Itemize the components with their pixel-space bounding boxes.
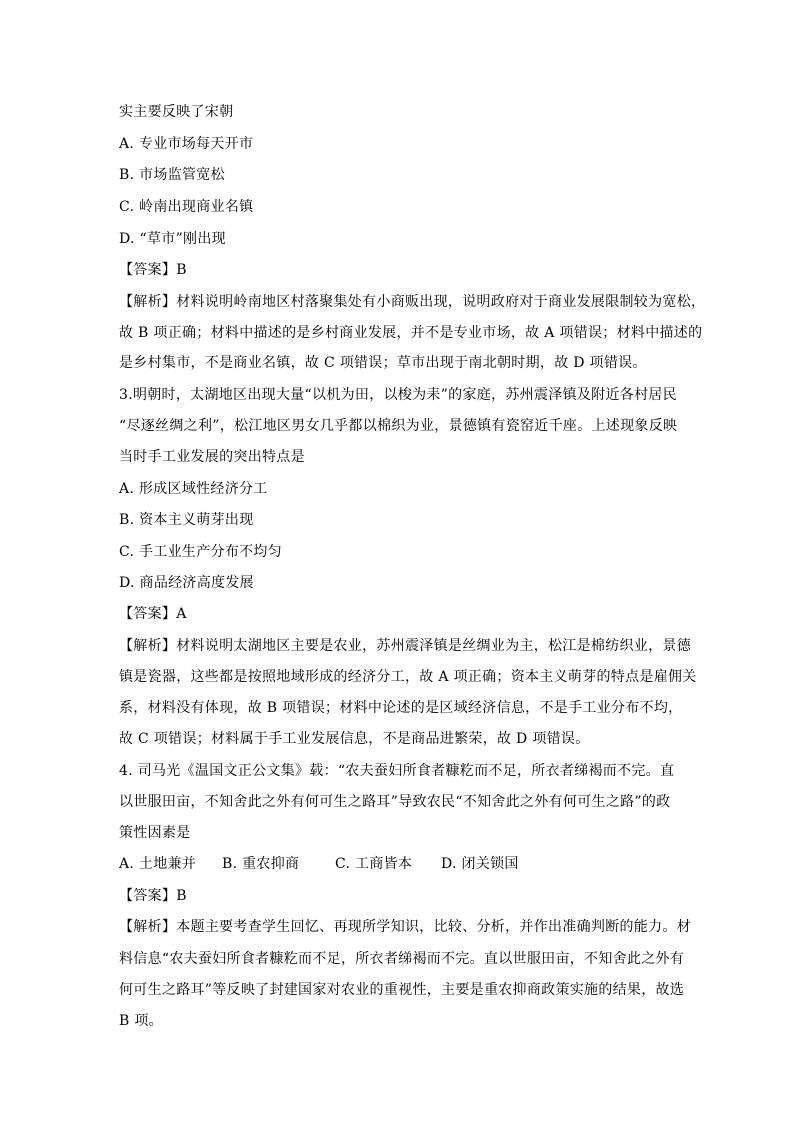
option-d: D. 商品经济高度发展 bbox=[119, 575, 254, 591]
option-d: D. “草市”刚出现 bbox=[119, 231, 226, 247]
option-d: D. 闭关锁国 bbox=[441, 856, 519, 872]
analysis-line: 何可生之路耳”等反映了封建国家对农业的重视性，主要是重农抑商政策实施的结果，故选 bbox=[119, 982, 685, 998]
option-b: B. 资本主义萌芽出现 bbox=[119, 512, 254, 528]
option-a: A. 形成区域性经济分工 bbox=[119, 481, 268, 497]
option-a: A. 专业市场每天开市 bbox=[119, 136, 254, 152]
answer-line: 【答案】B bbox=[119, 888, 187, 904]
question-4-stem: 以世服田亩，不知舍此之外有何可生之路耳”导致农民“不知舍此之外有何可生之路”的政 bbox=[119, 794, 671, 810]
answer-line: 【答案】B bbox=[119, 262, 187, 278]
analysis-line: 是乡村集市，不是商业名镇，故 C 项错误；草市出现于南北朝时期，故 D 项错误。 bbox=[119, 355, 647, 371]
question-4-options bbox=[119, 855, 679, 873]
question-3-stem: 3.明朝时，太湖地区出现大量“以机为田，以梭为耒”的家庭，苏州震泽镇及附近各村居民 bbox=[119, 387, 677, 403]
analysis-line: 故 B 项正确；材料中描述的是乡村商业发展，并不是专业市场，故 A 项错误；材料中描述的 bbox=[119, 325, 703, 341]
question-4-stem: 策性因素是 bbox=[119, 825, 191, 841]
answer-line: 【答案】A bbox=[119, 606, 187, 622]
question-3-stem: “尽逐丝绸之利”，松江地区男女几乎都以棉织为业，景德镇有瓷窑近千座。上述现象反映 bbox=[119, 418, 678, 434]
option-a: A. 土地兼并 bbox=[119, 856, 197, 872]
option-c: C. 工商皆本 bbox=[335, 856, 413, 872]
question-stem-continued: 实主要反映了宋朝 bbox=[119, 104, 234, 120]
option-b: B. 重农抑商 bbox=[222, 856, 300, 872]
analysis-line: 镇是瓷器，这些都是按照地域形成的经济分工，故 A 项正确；资本主义萌芽的特点是雇佣关 bbox=[119, 669, 697, 685]
analysis-line: 【解析】材料说明太湖地区主要是农业，苏州震泽镇是丝绸业为主，松江是棉纺织业，景德 bbox=[119, 638, 691, 654]
question-3-stem: 当时手工业发展的突出特点是 bbox=[119, 449, 305, 465]
analysis-line: 【解析】材料说明岭南地区村落聚集处有小商贩出现，说明政府对于商业发展限制较为宽松， bbox=[119, 294, 706, 310]
analysis-line: 系，材料没有体现，故 B 项错误；材料中论述的是区域经济信息，不是手工业分布不均， bbox=[119, 700, 683, 716]
option-c: C. 岭南出现商业名镇 bbox=[119, 199, 254, 215]
option-c: C. 手工业生产分布不均匀 bbox=[119, 544, 283, 560]
analysis-line: 故 C 项错误；材料属于手工业发展信息，不是商品进繁荣，故 D 项错误。 bbox=[119, 731, 590, 747]
analysis-line: B 项。 bbox=[119, 1013, 163, 1029]
analysis-line: 料信息“农夫蚕妇所食者糠籺而不足，所衣者绨褐而不完。直以世服田亩，不知舍此之外有 bbox=[119, 951, 685, 967]
analysis-line: 【解析】本题主要考查学生回忆、再现所学知识，比较、分析，并作出准确判断的能力。材 bbox=[119, 919, 691, 935]
option-b: B. 市场监管宽松 bbox=[119, 167, 225, 183]
question-4-stem: 4. 司马光《温国文正公文集》载：“农夫蚕妇所食者糠籺而不足，所衣者绨褐而不完。直 bbox=[119, 763, 675, 779]
